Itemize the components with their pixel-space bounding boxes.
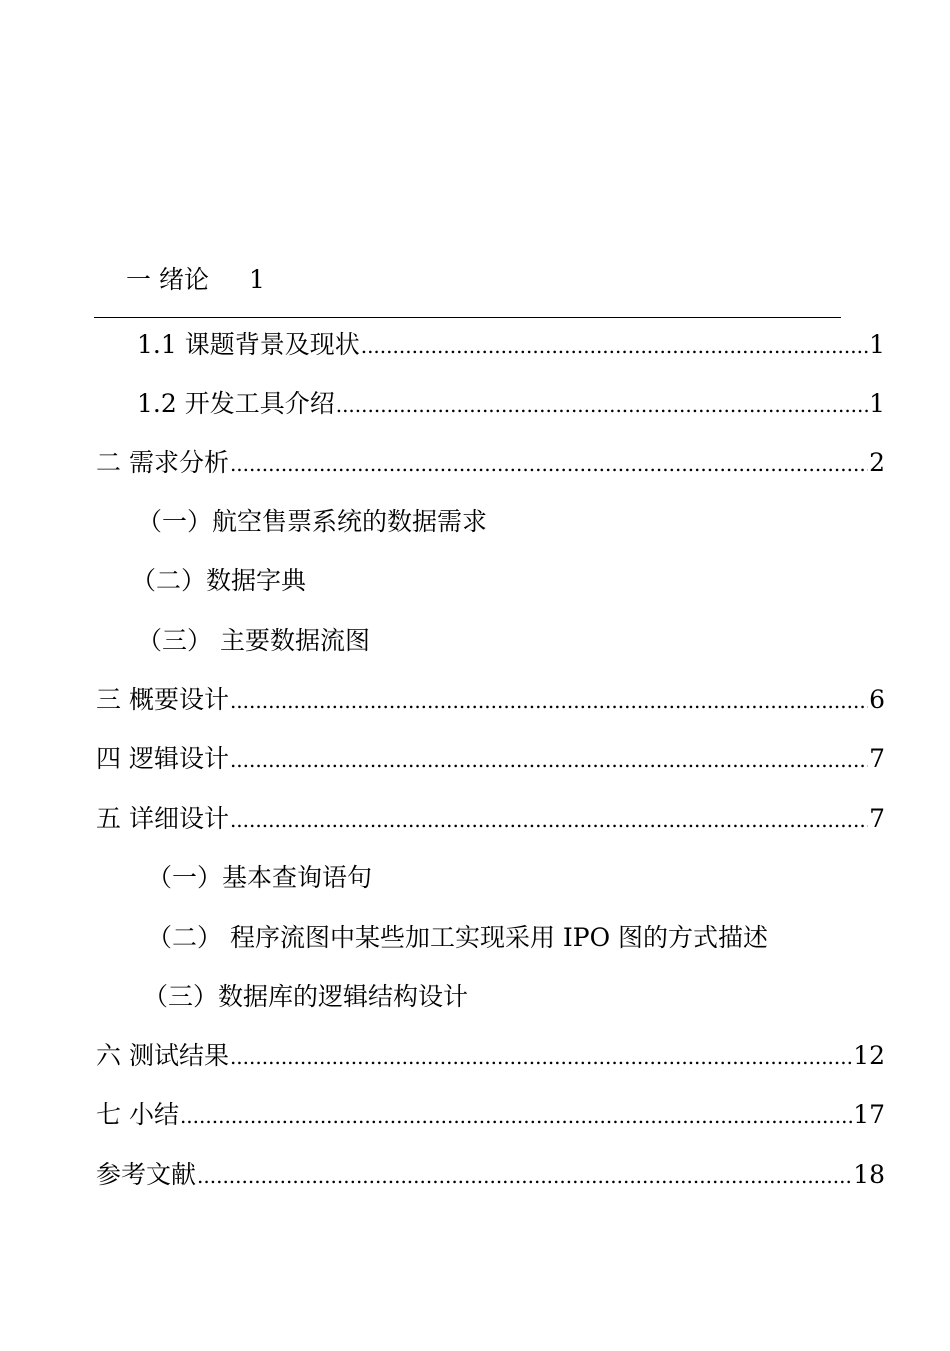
toc-entry-requirements[interactable] — [96, 445, 885, 481]
toc-entry-page: 1 — [869, 330, 885, 359]
toc-entry-1-1[interactable] — [137, 327, 885, 363]
toc-heading[interactable] — [126, 262, 265, 298]
toc-entry-label: 1.1 课题背景及现状 — [137, 330, 360, 359]
toc-entry-summary[interactable] — [96, 1097, 885, 1133]
toc-entry-page: 17 — [853, 1100, 885, 1129]
dot-leader — [336, 387, 868, 423]
toc-entry-detailed-design[interactable] — [96, 801, 885, 837]
dot-leader — [230, 742, 868, 778]
toc-entry-label: 参考文献 — [96, 1160, 197, 1189]
toc-entry-page: 2 — [869, 448, 885, 477]
toc-entry-page: 6 — [869, 685, 885, 714]
dot-leader — [230, 1039, 852, 1075]
toc-entry-page: 7 — [869, 804, 885, 833]
toc-entry-label: 三 概要设计 — [96, 685, 229, 714]
dot-leader — [197, 1158, 852, 1194]
toc-entry-page: 12 — [853, 1041, 885, 1070]
toc-entry-label: 七 小结 — [96, 1100, 179, 1129]
toc-entry-logic-design[interactable] — [96, 741, 885, 777]
toc-entry-outline-design[interactable] — [96, 682, 885, 718]
toc-subentry-data-needs[interactable]: （一）航空售票系统的数据需求 — [137, 507, 488, 536]
dot-leader — [230, 683, 868, 719]
heading-underline — [94, 317, 841, 318]
toc-subentry-basic-queries[interactable]: （一）基本查询语句 — [147, 863, 373, 892]
toc-entry-label: 四 逻辑设计 — [96, 744, 229, 773]
dot-leader — [180, 1098, 852, 1134]
toc-entry-page: 18 — [853, 1160, 885, 1189]
toc-entry-test-results[interactable] — [96, 1038, 885, 1074]
toc-subentry-ipo-diagrams[interactable]: （二） 程序流图中某些加工实现采用 IPO 图的方式描述 — [147, 923, 769, 952]
toc-entry-1-2[interactable] — [137, 386, 885, 422]
toc-entry-references[interactable] — [96, 1157, 885, 1193]
dot-leader — [230, 446, 868, 482]
toc-entry-label: 五 详细设计 — [96, 804, 229, 833]
dot-leader — [361, 328, 868, 364]
toc-heading-page: 1 — [248, 265, 265, 294]
toc-subentry-data-flow[interactable]: （三） 主要数据流图 — [137, 626, 370, 655]
toc-entry-label: 六 测试结果 — [96, 1041, 229, 1070]
toc-heading-label: 一 绪论 — [126, 265, 209, 294]
toc-entry-label: 二 需求分析 — [96, 448, 229, 477]
toc-entry-label: 1.2 开发工具介绍 — [137, 389, 335, 418]
toc-entry-page: 7 — [869, 744, 885, 773]
toc-entry-page: 1 — [869, 389, 885, 418]
toc-subentry-data-dictionary[interactable]: （二）数据字典 — [131, 566, 307, 595]
dot-leader — [230, 802, 868, 838]
toc-subentry-db-logic-structure[interactable]: （三）数据库的逻辑结构设计 — [143, 982, 469, 1011]
